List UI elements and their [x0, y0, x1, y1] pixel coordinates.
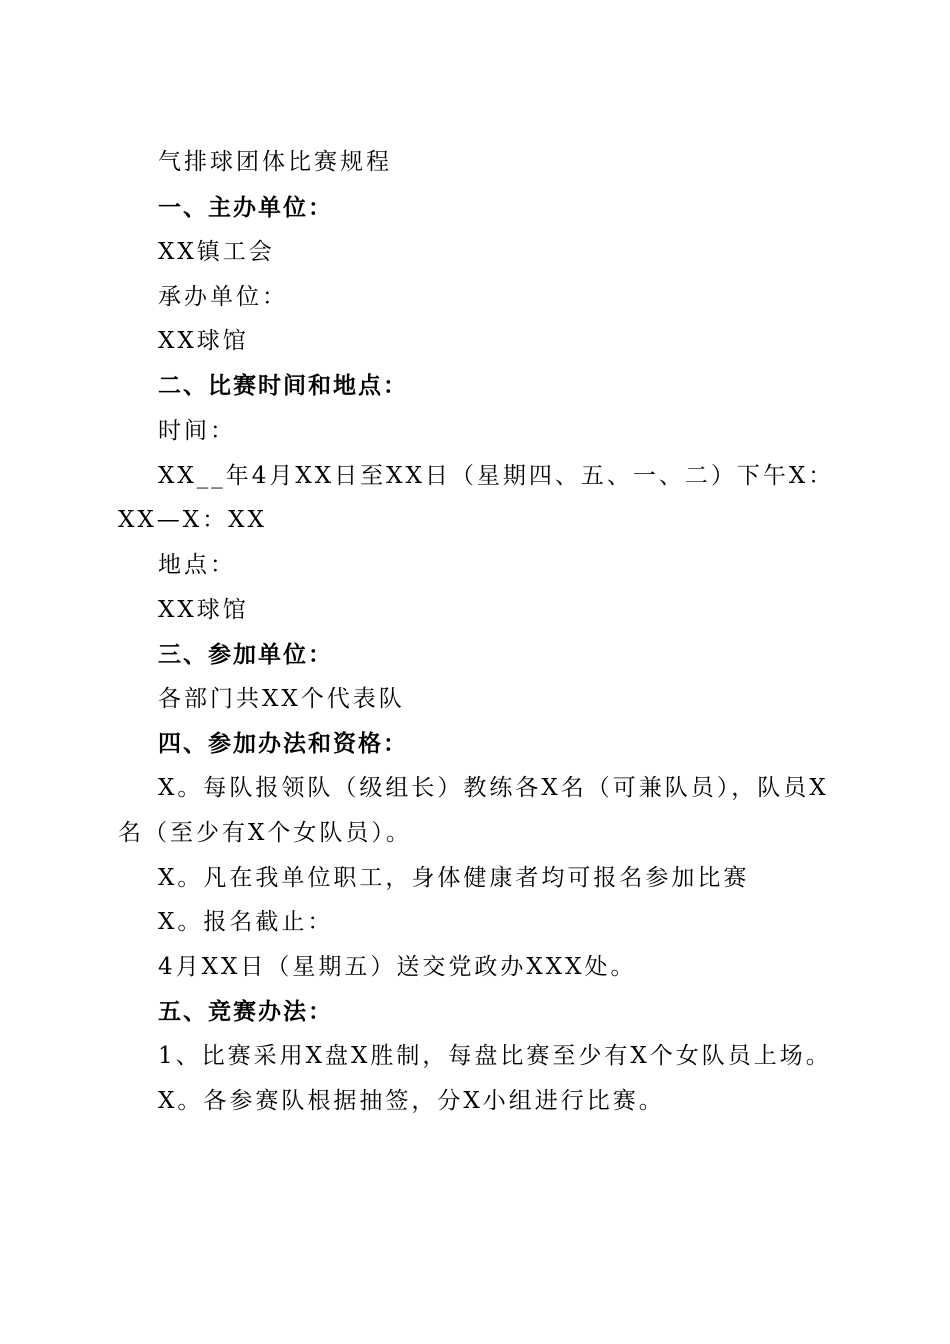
document-title: 气排球团体比赛规程	[158, 149, 392, 175]
eligibility-item2: X。凡在我单位职工，身体健康者均可报名参加比赛	[158, 865, 750, 891]
time-value-line2: XX—X：XX	[118, 507, 267, 533]
time-value-line1: XX__年4月XX日至XX日（星期四、五、一、二）下午X：	[158, 463, 835, 489]
time-label: 时间：	[158, 418, 236, 444]
eligibility-item1-line1: X。每队报领队（级组长）教练各X名（可兼队员），队员X	[158, 775, 829, 801]
eligibility-item1-line2: 名（至少有X个女队员）。	[118, 820, 412, 846]
competition-item1: 1、比赛采用X盘X胜制，每盘比赛至少有X个女队员上场。	[158, 1043, 832, 1069]
co-organizer-value: XX球馆	[158, 328, 249, 354]
participants-value: 各部门共XX个代表队	[158, 686, 405, 712]
section-heading-organizer: 一、主办单位：	[158, 194, 333, 221]
co-organizer-label: 承办单位：	[158, 284, 288, 310]
section-heading-participants: 三、参加单位：	[158, 641, 333, 668]
section-heading-competition: 五、竞赛办法：	[158, 998, 333, 1025]
eligibility-item3-value: 4月XX日（星期五）送交党政办XXX处。	[158, 954, 637, 980]
organizer-value: XX镇工会	[158, 239, 275, 265]
place-value: XX球馆	[158, 597, 249, 623]
section-heading-eligibility: 四、参加办法和资格：	[158, 730, 408, 757]
competition-item2: X。各参赛队根据抽签，分X小组进行比赛。	[158, 1088, 665, 1114]
eligibility-item3: X。报名截止：	[158, 909, 334, 935]
section-heading-time-place: 二、比赛时间和地点：	[158, 372, 408, 399]
place-label: 地点：	[158, 552, 236, 578]
